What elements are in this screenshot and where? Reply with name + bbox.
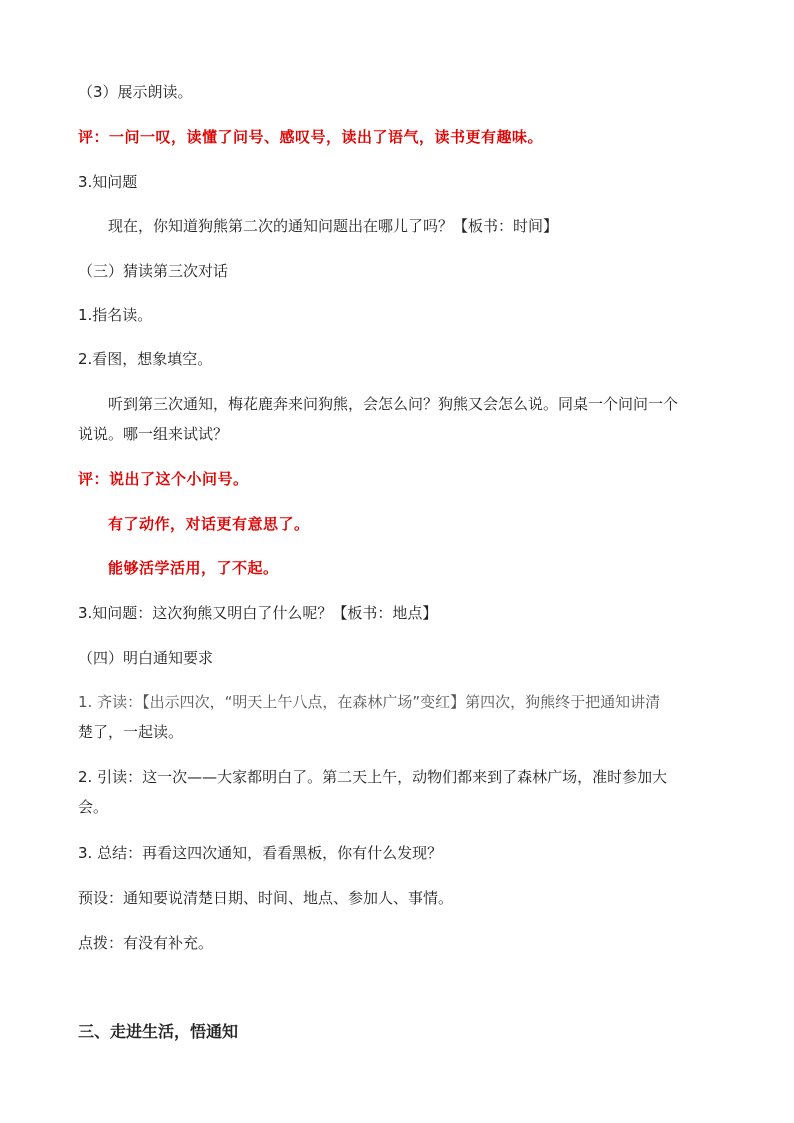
step-guided-read-1: 2. 引读：这一次——大家都明白了。第二天上午，动物们都来到了森林广场，准时参加大 <box>78 768 668 786</box>
preset-answer: 预设：通知要说清楚日期、时间、地点、参加人、事情。 <box>78 889 454 907</box>
teacher-comment: 评：一问一叹，读懂了问号、感叹号，读出了语气，读书更有趣味。 <box>78 128 544 146</box>
hint-supplement: 点拨：有没有补充。 <box>78 934 214 952</box>
section-notice-requirements: （四）明白通知要求 <box>78 649 214 667</box>
teacher-comment: 有了动作，对话更有意思了。 <box>108 515 310 533</box>
section-heading-life: 三、走进生活，悟通知 <box>78 1022 239 1041</box>
paragraph-question-time: 现在，你知道狗熊第二次的通知问题出在哪儿了吗？【板书：时间】 <box>108 217 559 235</box>
step-read-together-1: 1. 齐读：【出示四次，“明天上午八点，在森林广场”变红】第四次，狗熊终于把通知讲清 <box>78 693 661 711</box>
paragraph-third-notice-1: 听到第三次通知，梅花鹿奔来问狗熊，会怎么问？狗熊又会怎么说。同桌一个问问一个 <box>108 395 679 413</box>
step-name-read: 1.指名读。 <box>78 306 153 324</box>
step-look-picture: 2.看图，想象填空。 <box>78 350 213 368</box>
paragraph-third-notice-2: 说说。哪一组来试试？ <box>78 425 229 443</box>
step-know-problem-place: 3.知问题：这次狗熊又明白了什么呢？【板书：地点】 <box>78 604 438 622</box>
step-know-problem: 3.知问题 <box>78 173 138 191</box>
teacher-comment: 能够活学活用，了不起。 <box>108 559 279 577</box>
step-read-together-2: 楚了，一起读。 <box>78 723 184 741</box>
step-show-reading: （3）展示朗读。 <box>78 83 193 101</box>
teacher-comment: 评：说出了这个小问号。 <box>78 470 249 488</box>
step-guided-read-2: 会。 <box>78 798 109 816</box>
step-summary: 3. 总结：再看这四次通知，看看黑板，你有什么发现？ <box>78 844 443 862</box>
section-third-dialogue: （三）猜读第三次对话 <box>78 262 229 280</box>
